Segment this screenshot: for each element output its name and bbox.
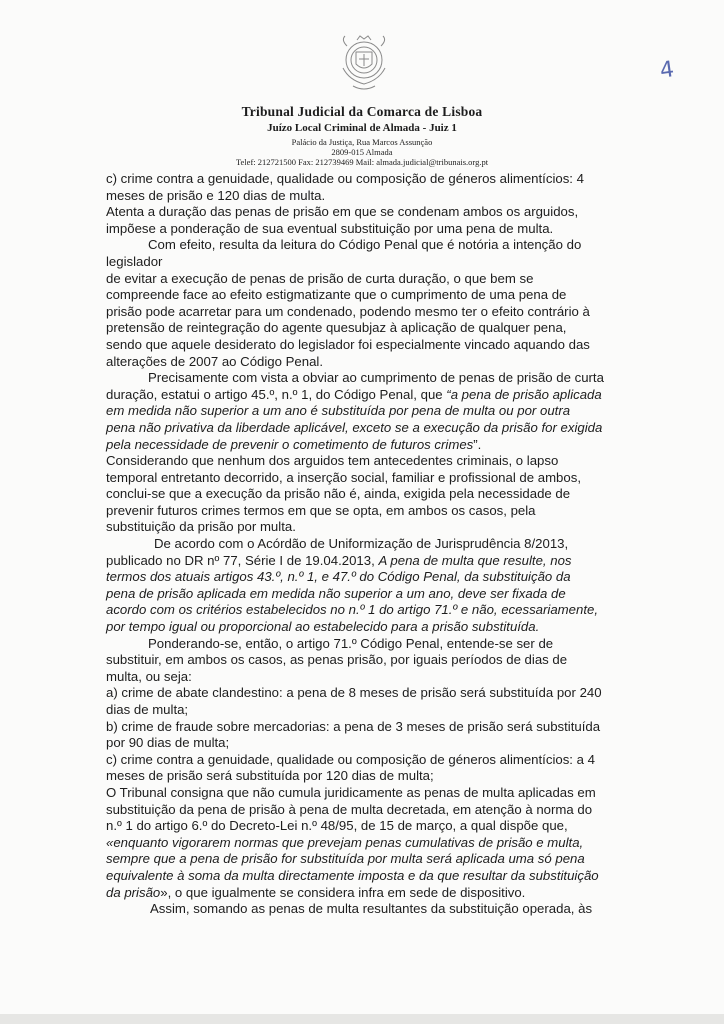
text-line <box>106 387 662 404</box>
text-line: substituição da prisão por multa. <box>106 519 296 535</box>
court-name: Tribunal Judicial da Comarca de Lisboa <box>241 104 483 119</box>
text-span: publicado no DR nº 77, Série I de 19.04.2013, <box>106 552 375 568</box>
text-line: legislador <box>106 253 163 269</box>
text-line: por tempo igual ou proporcional ao estabelecido para a prisão substituída. <box>106 619 540 635</box>
text-line: por 90 dias de multa; <box>106 735 230 751</box>
quote-span: A pena de multa que resulte, nos <box>378 552 572 568</box>
text-line: prisão pode acarretar para um condenado, podendo mesmo ter o efeito contrário à <box>106 303 590 319</box>
text-span: duração, estatui o artigo 45.º, n.º 1, do Código Penal, que <box>106 386 443 402</box>
text-line: Precisamente com vista a obviar ao cumprimento de penas de prisão de curta <box>148 370 604 386</box>
text-line: de evitar a execução de penas de prisão de curta duração, o que bem se <box>106 270 534 286</box>
quote-span: pela necessidade de prevenir o cometimento de futuros crimes <box>106 436 474 452</box>
text-line <box>106 437 662 454</box>
text-span: », o que igualmente se considera infra em sede de dispositivo. <box>160 884 526 900</box>
text-line: prevenir futuros crimes termos em que se opta, em ambos os casos, pela <box>106 502 536 518</box>
text-line: impõese a ponderação de sua eventual substituição por uma pena de multa. <box>106 220 554 236</box>
scan-bottom-edge <box>0 1014 724 1024</box>
court-division: Juízo Local Criminal de Almada - Juiz 1 <box>267 122 457 134</box>
text-line: pretensão de reintegração do agente quesubjaz à aplicação de qualquer pena, <box>106 320 567 336</box>
text-line: a) crime de abate clandestino: a pena de 8 meses de prisão será substituída por 240 <box>106 685 602 701</box>
text-line: c) crime contra a genuidade, qualidade ou composição de géneros alimentícios: a 4 <box>106 751 595 767</box>
text-line: Atenta a duração das penas de prisão em que se condenam ambos os arguidos, <box>106 204 579 220</box>
text-line: De acordo com o Acórdão de Uniformização de Jurisprudência 8/2013, <box>154 536 569 552</box>
coat-of-arms-icon <box>335 34 393 96</box>
quote-span: da prisão <box>106 884 161 900</box>
text-line: termos dos atuais artigos 43.º, n.º 1, e 47.º do Código Penal, da substituição da <box>106 569 571 585</box>
text-line: «enquanto vigorarem normas que prevejam penas cumulativas de prisão e multa, <box>106 834 584 850</box>
text-line: b) crime de fraude sobre mercadorias: a pena de 3 meses de prisão será substituída <box>106 718 601 734</box>
text-line: Assim, somando as penas de multa resultantes da substituição operada, às <box>150 901 593 917</box>
text-line: multa, ou seja: <box>106 668 192 684</box>
document-body <box>106 171 662 918</box>
text-line: Com efeito, resulta da leitura do Código Penal que é notória a intenção do <box>148 237 582 253</box>
text-line: Ponderando-se, então, o artigo 71.º Código Penal, entende-se ser de <box>148 635 554 651</box>
text-line: dias de multa; <box>106 702 189 717</box>
quote-span: “a pena de prisão aplicada <box>446 386 602 402</box>
text-line: temporal entretanto decorrido, a inserção social, familiar e profissional de ambos, <box>106 469 581 485</box>
text-line <box>106 885 662 902</box>
text-span: ”. <box>473 436 482 452</box>
text-line: pena não privativa da liberdade aplicável, exceto se a execução da prisão for exigida <box>106 419 603 435</box>
text-line <box>106 553 662 570</box>
text-line: substituir, em ambos os casos, as penas prisão, por iguais períodos de dias de <box>106 652 568 668</box>
text-line: pena de prisão aplicada em medida não superior a um ano, deve ser fixada de <box>106 585 566 601</box>
court-postal-code: 2809-015 Almada <box>331 147 393 157</box>
text-line: compreende face ao efeito estigmatizante que o cumprimento de uma pena de <box>106 287 567 303</box>
text-line: Considerando que nenhum dos arguidos tem antecedentes criminais, o lapso <box>106 453 559 469</box>
text-line: c) crime contra a genuidade, qualidade ou composição de géneros alimentícios: 4 <box>106 171 584 186</box>
text-line: O Tribunal consigna que não cumula juridicamente as penas de multa aplicadas em <box>106 784 596 800</box>
text-line: equivalente à soma da multa directamente imposta e da que resultar da substituição <box>106 867 599 883</box>
text-line: acordo com os critérios estabelecidos no n.º 1 do artigo 71.º e não, ecessariamente, <box>106 602 598 618</box>
court-address: Palácio da Justiça, Rua Marcos Assunção <box>291 137 433 147</box>
text-line: conclui-se que a execução da prisão não é, ainda, exigida pela necessidade de <box>106 486 571 502</box>
court-contacts: Telef: 212721500 Fax: 212739469 Mail: almada.judicial@tribunais.org.pt <box>235 157 489 167</box>
text-line: sempre que a pena de prisão for substituída por multa será aplicada uma só pena <box>106 851 585 867</box>
text-line: substituição da pena de prisão à pena de multa decretada, em atenção à norma do <box>106 801 593 817</box>
text-line: sendo que aquele desiderato do legislador foi especialmente vincado aquando das <box>106 336 590 352</box>
text-line: em medida não superior a um ano é substituída por pena de multa ou por outra <box>106 403 571 419</box>
text-line: meses de prisão e 120 dias de multa. <box>106 187 326 203</box>
text-line: alterações de 2007 ao Código Penal. <box>106 353 324 369</box>
text-line: n.º 1 do artigo 6.º do Decreto-Lei n.º 48/95, de 15 de março, a qual dispõe que, <box>106 818 568 834</box>
text-line: meses de prisão será substituída por 120 dias de multa; <box>106 768 434 784</box>
handwritten-page-number: 4 <box>658 57 676 84</box>
